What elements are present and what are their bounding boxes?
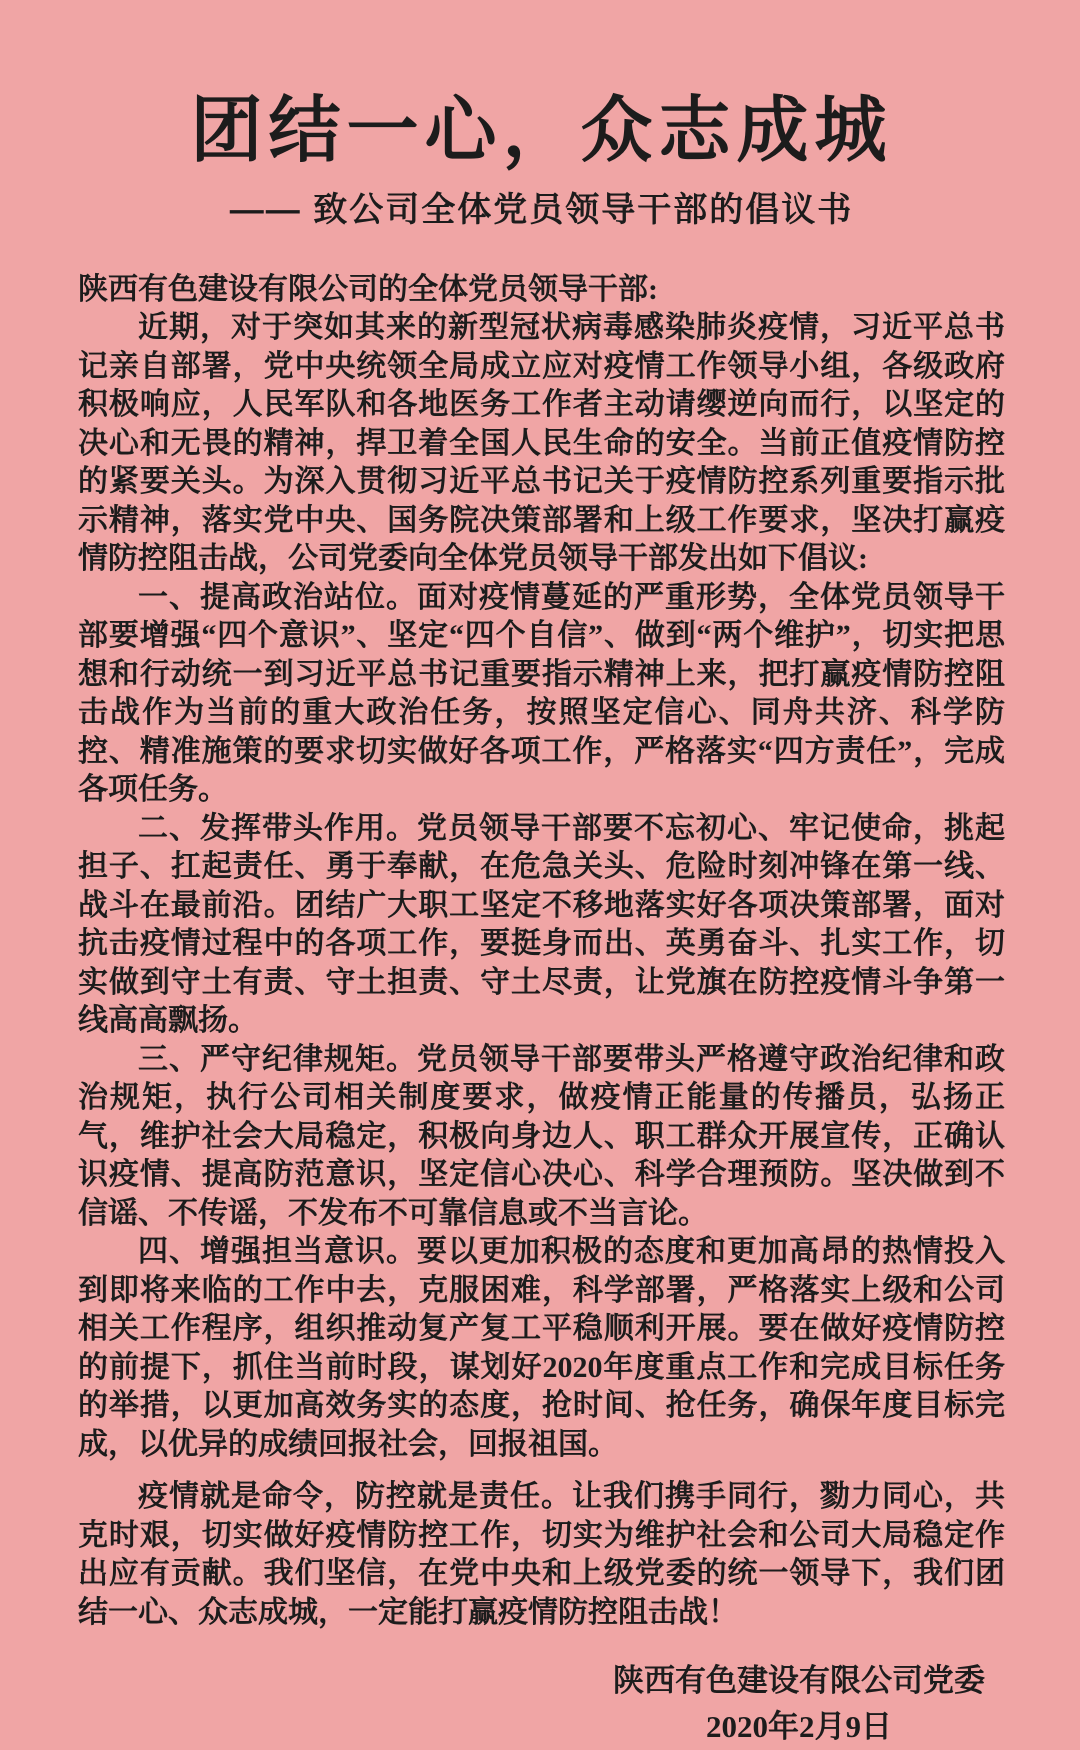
page-title: 团结一心，众志成城: [190, 91, 893, 171]
paragraph-item-4: 四、增强担当意识。要以更加积极的态度和更加高昂的热情投入到即将来临的工作中去，克服困难，科学部署，严格落实上级和公司相关工作程序，组织推动复产复工平稳顺利开展。要在做好疫情防控的前提下，抓住当前时段，谋划好2020年度重点工作和完成目标任务的举措，以更加高效务实的态度，抢时间、抢任务，确保年度目标完成，以优异的成绩回报社会，回报祖国。: [78, 1235, 1005, 1461]
poster-header: [78, 0, 1005, 231]
letter-body: [78, 271, 1005, 1633]
signature-date: 2020年2月9日: [706, 1709, 892, 1745]
paragraph-item-3: 三、严守纪律规矩。党员领导干部要带头严格遵守政治纪律和政治规矩，执行公司相关制度要求，做疫情正能量的传播员，弘扬正气，维护社会大局稳定，积极向身边人、职工群众开展宣传，正确认识疫情、提高防范意识，坚定信心决心、科学合理预防。坚决做到不信谣、不传谣，不发布不可靠信息或不当言论。: [78, 1042, 1005, 1230]
paragraph-item-2: 二、发挥带头作用。党员领导干部要不忘初心、牢记使命，挑起担子、扛起责任、勇于奉献，在危急关头、危险时刻冲锋在第一线、战斗在最前沿。团结广大职工坚定不移地落实好各项决策部署，面对抗击疫情过程中的各项工作，要挺身而出、英勇奋斗、扎实工作，切实做到守土有责、守土担责、守土尽责，让党旗在防控疫情斗争第一线高高飘扬。: [78, 811, 1005, 1038]
salutation: 陕西有色建设有限公司的全体党员领导干部:: [78, 272, 658, 306]
paragraph-intro: 近期，对于突如其来的新型冠状病毒感染肺炎疫情，习近平总书记亲自部署，党中央统领全局成立应对疫情工作领导小组，各级政府积极响应，人民军队和各地医务工作者主动请缨逆向而行，以坚定的决心和无畏的精神，捍卫着全国人民生命的安全。当前正值疫情防控的紧要关头。为深入贯彻习近平总书记关于疫情防控系列重要指示批示精神，落实党中央、国务院决策部署和上级工作要求，坚决打赢疫情防控阻击战，公司党委向全体党员领导干部发出如下倡议:: [78, 311, 1005, 576]
page-subtitle: —— 致公司全体党员领导干部的倡议书: [229, 190, 854, 229]
signature-block: [613, 1658, 985, 1750]
paragraph-item-1: 一、提高政治站位。面对疫情蔓延的严重形势，全体党员领导干部要增强“四个意识”、坚定“四个自信”、做到“两个维护”，切实把思想和行动统一到习近平总书记重要指示精神上来，把打赢疫情防控阻击战作为当前的重大政治任务，按照坚定信心、同舟共济、科学防控、精准施策的要求切实做好各项工作，严格落实“四方责任”，完成各项任务。: [78, 580, 1005, 807]
paragraph-closing: 疫情就是命令，防控就是责任。让我们携手同行，勠力同心，共克时艰，切实做好疫情防控工作，切实为维护社会和公司大局稳定作出应有贡献。我们坚信，在党中央和上级党委的统一领导下，我们团结一心、众志成城，一定能打赢疫情防控阻击战！: [78, 1480, 1005, 1629]
signature-name: 陕西有色建设有限公司党委: [613, 1663, 985, 1699]
